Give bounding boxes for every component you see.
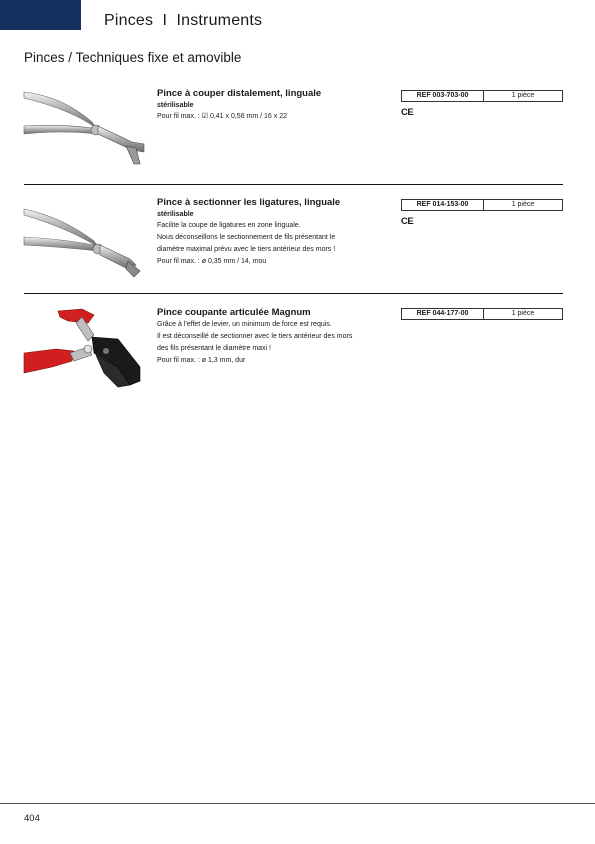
ligature-cutter-icon: [22, 203, 148, 285]
product-description: [157, 88, 387, 123]
ref-table-row: [401, 90, 563, 102]
ref-code: REF 044-177-00: [402, 309, 484, 319]
ref-table-row: [401, 199, 563, 211]
product-spec-line: des fils présentant le diamètre maxi !: [157, 345, 271, 352]
product-spec-line: Il est déconseillé de sectionner avec le tiers antérieur des mors: [157, 333, 353, 340]
ref-code: REF 003-703-00: [402, 91, 484, 101]
page-number: 404: [24, 813, 40, 824]
product-description: [157, 307, 387, 367]
footer-rule: [0, 803, 595, 804]
distal-end-cutter-icon: [22, 88, 148, 170]
product-description: [157, 197, 387, 268]
ref-quantity: 1 pièce: [511, 92, 535, 99]
magnum-cutter-icon: [22, 307, 148, 389]
product-spec-line: Nous déconseillons le sectionnement de fils présentant le: [157, 234, 336, 241]
product-sterilizable: stérilisable: [157, 211, 194, 218]
product-spec-line: diamètre maximal prévu avec le tiers antérieur des mors !: [157, 246, 336, 253]
ref-quantity: 1 pièce: [511, 201, 535, 208]
header-color-block: [0, 0, 81, 30]
section-divider: [24, 293, 563, 294]
ce-mark-icon: CE: [401, 107, 414, 118]
product-spec-line: Pour fil max. : ☑ 0,41 x 0,56 mm / 16 x 22: [157, 113, 287, 120]
product-spec-line: Grâce à l'effet de levier, un minimum de force est requis.: [157, 321, 332, 328]
page-header-title: Pinces I Instruments: [104, 12, 263, 29]
product-spec-line: Facilite la coupe de ligatures en zone linguale.: [157, 222, 301, 229]
product-spec-line: Pour fil max. : ø 0,35 mm / 14, mou: [157, 258, 267, 265]
section-divider: [24, 184, 563, 185]
ce-mark-icon: CE: [401, 216, 414, 227]
product-name: Pince à couper distalement, linguale: [157, 88, 322, 99]
ref-table-row: [401, 308, 563, 320]
product-sterilizable: stérilisable: [157, 102, 194, 109]
product-name: Pince coupante articulée Magnum: [157, 307, 311, 318]
product-spec-line: Pour fil max. : ø 1,3 mm, dur: [157, 357, 246, 364]
ref-quantity: 1 pièce: [511, 310, 535, 317]
section-title: Pinces / Techniques fixe et amovible: [24, 50, 242, 65]
ref-code: REF 014-153-00: [402, 200, 484, 210]
product-name: Pince à sectionner les ligatures, linguale: [157, 197, 341, 208]
